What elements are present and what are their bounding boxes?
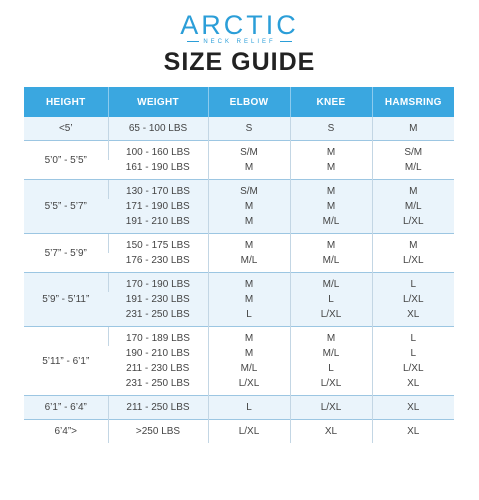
elbow-size-cell: S/M bbox=[208, 141, 290, 161]
weight-cell: 170 - 190 LBS bbox=[108, 273, 208, 293]
height-cell: 5’0” - 5’5” bbox=[24, 141, 108, 180]
weight-cell: 231 - 250 LBS bbox=[108, 376, 208, 396]
table-row bbox=[24, 141, 454, 161]
elbow-size-cell: M bbox=[208, 273, 290, 293]
table-row bbox=[24, 180, 454, 200]
brand-tagline: NECK RELIEF bbox=[0, 39, 479, 45]
weight-cell: 191 - 210 LBS bbox=[108, 214, 208, 234]
knee-size-cell: S bbox=[290, 117, 372, 141]
column-header-knee: KNEE bbox=[290, 87, 372, 117]
hamstring-size-cell: L/XL bbox=[372, 292, 454, 307]
hamstring-size-cell: M bbox=[372, 180, 454, 200]
elbow-size-cell: M bbox=[208, 346, 290, 361]
table-body bbox=[24, 117, 454, 443]
elbow-size-cell: M/L bbox=[208, 361, 290, 376]
hamstring-size-cell: M/L bbox=[372, 199, 454, 214]
height-cell: 5’11” - 6’1” bbox=[24, 327, 108, 396]
knee-size-cell: M bbox=[290, 327, 372, 347]
page-title: SIZE GUIDE bbox=[163, 48, 316, 76]
elbow-size-cell: S bbox=[208, 117, 290, 141]
height-cell: 5’9” - 5’11” bbox=[24, 273, 108, 327]
table-row bbox=[24, 234, 454, 254]
table-row bbox=[24, 273, 454, 293]
weight-cell: 171 - 190 LBS bbox=[108, 199, 208, 214]
elbow-size-cell: M bbox=[208, 214, 290, 234]
elbow-size-cell: L/XL bbox=[208, 376, 290, 396]
knee-size-cell: M/L bbox=[290, 273, 372, 293]
size-guide-table bbox=[24, 87, 454, 443]
weight-cell: 231 - 250 LBS bbox=[108, 307, 208, 327]
weight-cell: 100 - 160 LBS bbox=[108, 141, 208, 161]
weight-cell: 170 - 189 LBS bbox=[108, 327, 208, 347]
height-cell: <5’ bbox=[24, 117, 108, 141]
knee-size-cell: XL bbox=[290, 420, 372, 444]
elbow-size-cell: M bbox=[208, 199, 290, 214]
hamstring-size-cell: L bbox=[372, 327, 454, 347]
elbow-size-cell: M bbox=[208, 292, 290, 307]
weight-cell: 191 - 230 LBS bbox=[108, 292, 208, 307]
height-cell: 5’5” - 5’7” bbox=[24, 180, 108, 234]
height-cell: 6’1” - 6’4” bbox=[24, 396, 108, 420]
elbow-size-cell: M bbox=[208, 327, 290, 347]
hamstring-size-cell: XL bbox=[372, 376, 454, 396]
elbow-size-cell: S/M bbox=[208, 180, 290, 200]
knee-size-cell: L/XL bbox=[290, 307, 372, 327]
weight-cell: 65 - 100 LBS bbox=[108, 117, 208, 141]
weight-cell: 211 - 250 LBS bbox=[108, 396, 208, 420]
height-cell: 6’4”> bbox=[24, 420, 108, 444]
elbow-size-cell: M/L bbox=[208, 253, 290, 273]
table-header-row bbox=[24, 87, 454, 117]
brand-logo bbox=[0, 10, 479, 45]
hamstring-size-cell: M bbox=[372, 234, 454, 254]
elbow-size-cell: L bbox=[208, 307, 290, 327]
hamstring-size-cell: L bbox=[372, 346, 454, 361]
weight-cell: >250 LBS bbox=[108, 420, 208, 444]
elbow-size-cell: L bbox=[208, 396, 290, 420]
weight-cell: 161 - 190 LBS bbox=[108, 160, 208, 180]
knee-size-cell: M bbox=[290, 199, 372, 214]
weight-cell: 211 - 230 LBS bbox=[108, 361, 208, 376]
table-row bbox=[24, 327, 454, 347]
hamstring-size-cell: XL bbox=[372, 307, 454, 327]
knee-size-cell: L bbox=[290, 292, 372, 307]
knee-size-cell: M/L bbox=[290, 253, 372, 273]
knee-size-cell: M bbox=[290, 180, 372, 200]
column-header-weight: WEIGHT bbox=[108, 87, 208, 117]
knee-size-cell: M bbox=[290, 160, 372, 180]
hamstring-size-cell: M/L bbox=[372, 160, 454, 180]
hamstring-size-cell: L/XL bbox=[372, 214, 454, 234]
hamstring-size-cell: L/XL bbox=[372, 253, 454, 273]
elbow-size-cell: L/XL bbox=[208, 420, 290, 444]
knee-size-cell: L/XL bbox=[290, 376, 372, 396]
hamstring-size-cell: L bbox=[372, 273, 454, 293]
hamstring-size-cell: L/XL bbox=[372, 361, 454, 376]
weight-cell: 150 - 175 LBS bbox=[108, 234, 208, 254]
table-row bbox=[24, 396, 454, 420]
hamstring-size-cell: M bbox=[372, 117, 454, 141]
height-cell: 5’7” - 5’9” bbox=[24, 234, 108, 273]
hamstring-size-cell: XL bbox=[372, 396, 454, 420]
table-row bbox=[24, 420, 454, 444]
knee-size-cell: M bbox=[290, 141, 372, 161]
column-header-elbow: ELBOW bbox=[208, 87, 290, 117]
knee-size-cell: M/L bbox=[290, 346, 372, 361]
elbow-size-cell: M bbox=[208, 234, 290, 254]
column-header-height: HEIGHT bbox=[24, 87, 108, 117]
column-header-hamstring: HAMSRING bbox=[372, 87, 454, 117]
hamstring-size-cell: XL bbox=[372, 420, 454, 444]
knee-size-cell: L bbox=[290, 361, 372, 376]
table-row bbox=[24, 117, 454, 141]
knee-size-cell: L/XL bbox=[290, 396, 372, 420]
elbow-size-cell: M bbox=[208, 160, 290, 180]
knee-size-cell: M bbox=[290, 234, 372, 254]
brand-name: ARCTIC bbox=[180, 10, 299, 40]
hamstring-size-cell: S/M bbox=[372, 141, 454, 161]
weight-cell: 130 - 170 LBS bbox=[108, 180, 208, 200]
knee-size-cell: M/L bbox=[290, 214, 372, 234]
weight-cell: 176 - 230 LBS bbox=[108, 253, 208, 273]
weight-cell: 190 - 210 LBS bbox=[108, 346, 208, 361]
